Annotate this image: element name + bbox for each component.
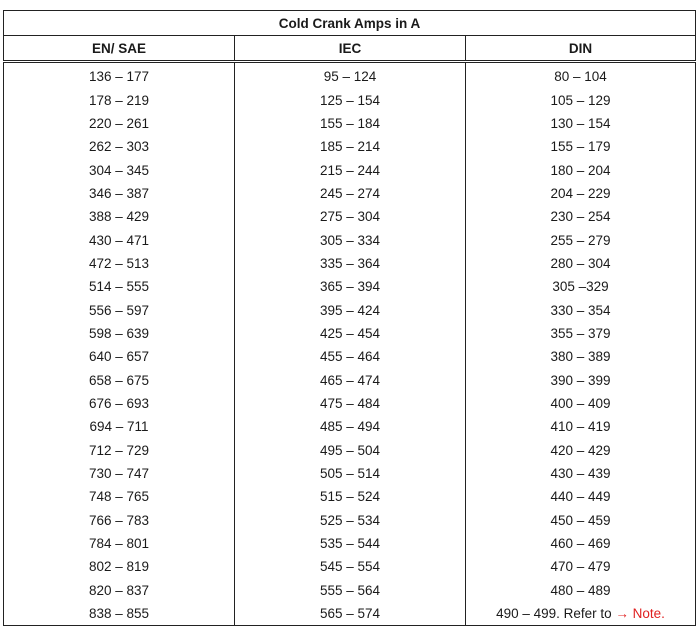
cell-din: 450 – 459 bbox=[466, 509, 696, 532]
cell-iec: 185 – 214 bbox=[235, 135, 466, 158]
cell-en-sae: 178 – 219 bbox=[4, 88, 235, 111]
cell-en-sae: 712 – 729 bbox=[4, 439, 235, 462]
cell-iec: 505 – 514 bbox=[235, 462, 466, 485]
cold-crank-amps-table bbox=[3, 10, 696, 626]
cell-din: 330 – 354 bbox=[466, 298, 696, 321]
cell-en-sae: 658 – 675 bbox=[4, 368, 235, 391]
cell-din: 430 – 439 bbox=[466, 462, 696, 485]
cell-iec: 555 – 564 bbox=[235, 579, 466, 602]
cell-din: 420 – 429 bbox=[466, 439, 696, 462]
cell-din: 105 – 129 bbox=[466, 88, 696, 111]
table-body bbox=[4, 62, 696, 626]
cell-en-sae: 598 – 639 bbox=[4, 322, 235, 345]
cell-iec: 215 – 244 bbox=[235, 158, 466, 181]
cell-iec: 455 – 464 bbox=[235, 345, 466, 368]
table-row bbox=[4, 88, 696, 111]
cell-din: 230 – 254 bbox=[466, 205, 696, 228]
table-row bbox=[4, 322, 696, 345]
cell-iec: 335 – 364 bbox=[235, 252, 466, 275]
cell-din: 255 – 279 bbox=[466, 228, 696, 251]
table-row bbox=[4, 252, 696, 275]
cell-iec: 395 – 424 bbox=[235, 298, 466, 321]
cell-en-sae: 784 – 801 bbox=[4, 532, 235, 555]
table-title: Cold Crank Amps in A bbox=[4, 11, 696, 36]
cell-din: 390 – 399 bbox=[466, 368, 696, 391]
table-row bbox=[4, 345, 696, 368]
cell-din: 180 – 204 bbox=[466, 158, 696, 181]
cell-iec: 425 – 454 bbox=[235, 322, 466, 345]
cell-en-sae: 676 – 693 bbox=[4, 392, 235, 415]
cell-en-sae: 766 – 783 bbox=[4, 509, 235, 532]
column-header-din: DIN bbox=[466, 36, 696, 62]
cell-en-sae: 220 – 261 bbox=[4, 112, 235, 135]
table-row bbox=[4, 158, 696, 181]
table-row bbox=[4, 182, 696, 205]
table-row bbox=[4, 205, 696, 228]
cell-din: 305 –329 bbox=[466, 275, 696, 298]
cell-iec: 565 – 574 bbox=[235, 602, 466, 626]
cell-en-sae: 838 – 855 bbox=[4, 602, 235, 626]
table-row bbox=[4, 462, 696, 485]
table-row bbox=[4, 439, 696, 462]
table-row bbox=[4, 62, 696, 89]
cell-en-sae: 304 – 345 bbox=[4, 158, 235, 181]
cell-en-sae: 472 – 513 bbox=[4, 252, 235, 275]
cell-iec: 475 – 484 bbox=[235, 392, 466, 415]
din-note-text: 490 – 499. Refer to bbox=[496, 606, 616, 622]
cell-din: 470 – 479 bbox=[466, 555, 696, 578]
cell-din: 380 – 389 bbox=[466, 345, 696, 368]
cell-en-sae: 820 – 837 bbox=[4, 579, 235, 602]
cell-din: 400 – 409 bbox=[466, 392, 696, 415]
cell-iec: 545 – 554 bbox=[235, 555, 466, 578]
cell-en-sae: 730 – 747 bbox=[4, 462, 235, 485]
cell-en-sae: 430 – 471 bbox=[4, 228, 235, 251]
table-row bbox=[4, 415, 696, 438]
table-row bbox=[4, 392, 696, 415]
cell-iec: 155 – 184 bbox=[235, 112, 466, 135]
cell-en-sae: 388 – 429 bbox=[4, 205, 235, 228]
cell-iec: 305 – 334 bbox=[235, 228, 466, 251]
table-row bbox=[4, 555, 696, 578]
cell-iec: 535 – 544 bbox=[235, 532, 466, 555]
table-row bbox=[4, 135, 696, 158]
cell-iec: 245 – 274 bbox=[235, 182, 466, 205]
table-row bbox=[4, 532, 696, 555]
cell-din: 355 – 379 bbox=[466, 322, 696, 345]
table-row bbox=[4, 228, 696, 251]
cell-en-sae: 514 – 555 bbox=[4, 275, 235, 298]
cold-crank-table-container bbox=[3, 10, 695, 626]
cell-en-sae: 262 – 303 bbox=[4, 135, 235, 158]
cell-en-sae: 556 – 597 bbox=[4, 298, 235, 321]
column-header-en-sae: EN/ SAE bbox=[4, 36, 235, 62]
cell-din: 410 – 419 bbox=[466, 415, 696, 438]
table-row bbox=[4, 579, 696, 602]
table-row bbox=[4, 485, 696, 508]
cell-iec: 525 – 534 bbox=[235, 509, 466, 532]
cell-din: 130 – 154 bbox=[466, 112, 696, 135]
cell-en-sae: 346 – 387 bbox=[4, 182, 235, 205]
cell-din-with-note bbox=[466, 602, 696, 626]
cell-din: 280 – 304 bbox=[466, 252, 696, 275]
cell-din: 440 – 449 bbox=[466, 485, 696, 508]
table-row bbox=[4, 298, 696, 321]
cell-en-sae: 694 – 711 bbox=[4, 415, 235, 438]
cell-din: 155 – 179 bbox=[466, 135, 696, 158]
cell-en-sae: 748 – 765 bbox=[4, 485, 235, 508]
table-row bbox=[4, 368, 696, 391]
cell-iec: 495 – 504 bbox=[235, 439, 466, 462]
cell-iec: 95 – 124 bbox=[235, 62, 466, 89]
cell-en-sae: 802 – 819 bbox=[4, 555, 235, 578]
cell-iec: 465 – 474 bbox=[235, 368, 466, 391]
table-row bbox=[4, 509, 696, 532]
cell-en-sae: 136 – 177 bbox=[4, 62, 235, 89]
cell-en-sae: 640 – 657 bbox=[4, 345, 235, 368]
cell-iec: 275 – 304 bbox=[235, 205, 466, 228]
cell-din: 460 – 469 bbox=[466, 532, 696, 555]
cell-din: 204 – 229 bbox=[466, 182, 696, 205]
cell-iec: 485 – 494 bbox=[235, 415, 466, 438]
table-row-last bbox=[4, 602, 696, 626]
cell-iec: 125 – 154 bbox=[235, 88, 466, 111]
column-header-iec: IEC bbox=[235, 36, 466, 62]
cell-iec: 515 – 524 bbox=[235, 485, 466, 508]
cell-iec: 365 – 394 bbox=[235, 275, 466, 298]
cell-din: 480 – 489 bbox=[466, 579, 696, 602]
note-link[interactable]: → Note. bbox=[615, 606, 665, 622]
cell-din: 80 – 104 bbox=[466, 62, 696, 89]
table-row bbox=[4, 275, 696, 298]
table-row bbox=[4, 112, 696, 135]
